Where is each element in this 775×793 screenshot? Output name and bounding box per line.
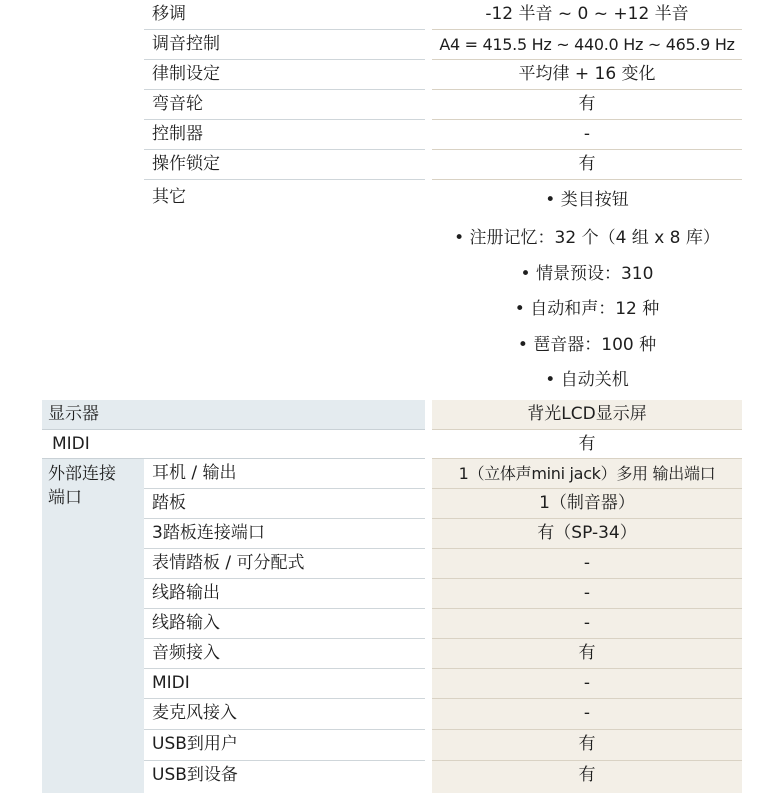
spec-value: 有 bbox=[578, 94, 596, 114]
spec-row-midi-port bbox=[0, 669, 775, 699]
spec-value: - bbox=[432, 609, 742, 639]
spec-value: 背光LCD显示屏 bbox=[432, 400, 742, 430]
spec-label: 调音控制 bbox=[152, 34, 220, 54]
spec-value: - bbox=[583, 124, 591, 144]
spec-value: 有 bbox=[432, 730, 742, 761]
spec-row-line-in bbox=[0, 609, 775, 639]
spec-row-line-out bbox=[0, 579, 775, 609]
spec-value: 平均律 + 16 变化 bbox=[518, 64, 656, 84]
others-list bbox=[432, 185, 742, 399]
spec-value: - bbox=[432, 549, 742, 579]
spec-row-transpose bbox=[0, 0, 775, 30]
spec-value: 有 bbox=[432, 761, 742, 793]
spec-row-pedal bbox=[0, 489, 775, 519]
spec-category-external: 外部连接 端口 bbox=[48, 464, 116, 508]
spec-row-usb-device bbox=[0, 761, 775, 793]
spec-category: 显示器 bbox=[42, 400, 425, 430]
spec-label: MIDI bbox=[152, 673, 190, 693]
spec-row-usb-host bbox=[0, 730, 775, 761]
spec-label: 线路输入 bbox=[152, 613, 220, 633]
list-item: • 琶音器：100 种 bbox=[517, 334, 657, 355]
list-item: • 情景预设：310 bbox=[520, 263, 654, 284]
spec-label: 3踏板连接端口 bbox=[152, 523, 265, 543]
spec-row-temperament bbox=[0, 60, 775, 90]
list-item: • 类目按钮 bbox=[545, 190, 629, 210]
spec-row-controller bbox=[0, 120, 775, 150]
spec-row-tuning bbox=[0, 30, 775, 60]
list-item: • 注册记忆：32 个（4 组 x 8 库） bbox=[454, 228, 720, 248]
spec-value: 有 bbox=[432, 639, 742, 669]
spec-label: 操作锁定 bbox=[152, 154, 220, 174]
list-item: • 自动关机 bbox=[545, 370, 629, 390]
spec-value: - bbox=[432, 669, 742, 699]
spec-label: 踏板 bbox=[152, 493, 186, 513]
spec-value: - bbox=[432, 699, 742, 730]
spec-label: 耳机 / 输出 bbox=[152, 463, 237, 483]
spec-label: 表情踏板 / 可分配式 bbox=[152, 553, 305, 573]
spec-value: 有 bbox=[578, 434, 596, 454]
spec-value: - bbox=[432, 579, 742, 609]
spec-row-midi bbox=[0, 430, 775, 459]
spec-label: USB到用户 bbox=[152, 734, 238, 754]
spec-row-audio-in bbox=[0, 639, 775, 669]
spec-value: 有（SP-34） bbox=[432, 519, 742, 549]
spec-label: USB到设备 bbox=[152, 765, 238, 785]
spec-row-pitch-bend bbox=[0, 90, 775, 120]
spec-row-three-pedal bbox=[0, 519, 775, 549]
spec-row-mic-in bbox=[0, 699, 775, 730]
spec-label: 其它 bbox=[152, 187, 186, 207]
spec-label: 律制设定 bbox=[152, 64, 220, 84]
spec-category: MIDI bbox=[52, 434, 90, 454]
spec-value: A4 = 415.5 Hz ~ 440.0 Hz ~ 465.9 Hz bbox=[439, 35, 735, 54]
spec-label: 移调 bbox=[152, 4, 186, 24]
spec-row-headphones bbox=[0, 459, 775, 489]
spec-value: 1（立体声mini jack）多用 输出端口 bbox=[432, 459, 742, 489]
spec-label: 控制器 bbox=[152, 124, 203, 144]
list-item: • 自动和声：12 种 bbox=[514, 299, 660, 319]
spec-row-display bbox=[0, 400, 775, 430]
spec-label: 弯音轮 bbox=[152, 94, 203, 114]
spec-value: 1（制音器） bbox=[432, 489, 742, 519]
spec-label: 音频接入 bbox=[152, 643, 220, 663]
spec-value: -12 半音 ~ 0 ~ +12 半音 bbox=[485, 4, 689, 24]
spec-row-operation-lock bbox=[0, 150, 775, 180]
spec-label: 麦克风接入 bbox=[152, 703, 237, 723]
spec-label: 线路输出 bbox=[152, 583, 220, 603]
spec-value: 有 bbox=[578, 154, 596, 174]
spec-row-expression-pedal bbox=[0, 549, 775, 579]
